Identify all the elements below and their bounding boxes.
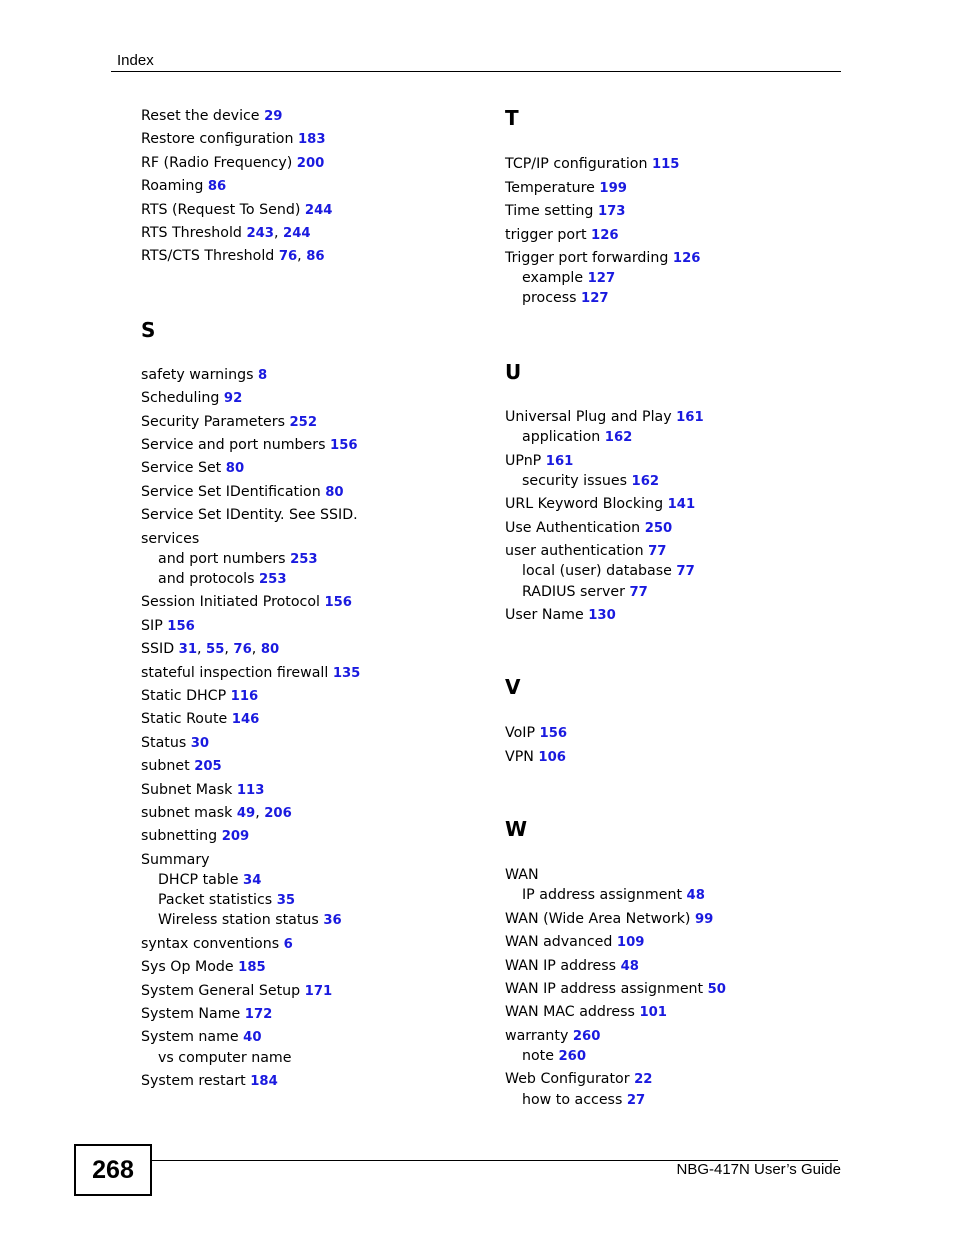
index-term: example xyxy=(522,270,584,286)
page-header-section: Index xyxy=(117,52,154,69)
index-entry xyxy=(141,389,242,408)
index-entry xyxy=(141,530,199,548)
page-reference-link[interactable]: 260 xyxy=(558,1049,587,1064)
page-reference-link[interactable]: 29 xyxy=(264,109,283,124)
index-term: VPN xyxy=(505,749,534,765)
index-term: Service Set IDentification xyxy=(141,484,321,500)
index-term: Web Configurator xyxy=(505,1071,630,1087)
index-term: warranty xyxy=(505,1028,569,1044)
index-entry xyxy=(505,519,672,538)
index-term: subnet xyxy=(141,758,190,774)
page-reference-link[interactable]: 86 xyxy=(306,249,325,264)
index-entry xyxy=(141,154,324,173)
index-term: syntax conventions xyxy=(141,936,280,952)
page-reference-link[interactable]: 27 xyxy=(626,1093,646,1108)
index-term: Restore configuration xyxy=(141,131,294,147)
page-reference-link[interactable]: 200 xyxy=(296,156,325,171)
page-reference-link[interactable]: 183 xyxy=(297,132,326,147)
index-term: RADIUS server xyxy=(522,584,625,600)
page-reference-link[interactable]: 171 xyxy=(304,984,333,999)
index-entry xyxy=(141,935,293,954)
page-reference-link[interactable]: 77 xyxy=(648,544,667,559)
page-reference-link[interactable]: 6 xyxy=(283,937,293,952)
index-entry xyxy=(141,366,267,385)
page-reference-link[interactable]: 76 xyxy=(278,249,298,264)
index-term: UPnP xyxy=(505,453,542,469)
index-term: Status xyxy=(141,735,187,751)
page-reference-link[interactable]: 156 xyxy=(324,595,352,610)
page-reference-link[interactable]: 161 xyxy=(676,410,704,425)
index-term: WAN advanced xyxy=(505,934,613,950)
header-rule xyxy=(111,71,841,72)
index-term: WAN IP address assignment xyxy=(505,981,704,997)
page-reference-link[interactable]: 49 xyxy=(236,806,256,821)
index-term: System General Setup xyxy=(141,983,301,999)
page-reference-link[interactable]: 127 xyxy=(581,291,609,306)
index-subentry xyxy=(158,911,342,930)
index-subentry xyxy=(522,269,615,288)
index-letter-heading: W xyxy=(505,817,528,841)
index-entry xyxy=(505,980,726,999)
index-entry xyxy=(505,1070,652,1089)
page-reference-link[interactable]: 185 xyxy=(238,960,266,975)
index-entry xyxy=(505,542,666,561)
index-term: subnetting xyxy=(141,828,218,844)
index-term: Universal Plug and Play xyxy=(505,409,672,425)
page-reference-link[interactable]: 48 xyxy=(686,888,705,903)
index-entry xyxy=(505,724,567,743)
index-entry xyxy=(141,130,326,149)
index-term: user authentication xyxy=(505,543,644,559)
index-entry xyxy=(505,408,704,427)
page-reference-link[interactable]: 172 xyxy=(244,1007,273,1022)
index-term: trigger port xyxy=(505,227,587,243)
index-entry xyxy=(141,851,210,869)
page-reference-link[interactable]: 113 xyxy=(236,783,265,798)
page-reference-link[interactable]: 40 xyxy=(243,1030,262,1045)
index-entry xyxy=(141,593,352,612)
index-term: Sys Op Mode xyxy=(141,959,234,975)
page-reference-link[interactable]: 250 xyxy=(644,521,673,536)
page-reference-link[interactable]: 116 xyxy=(230,689,259,704)
index-term: Reset the device xyxy=(141,108,260,124)
page-reference-link[interactable]: 184 xyxy=(250,1074,278,1089)
index-entry xyxy=(141,664,360,683)
page-reference-link[interactable]: 86 xyxy=(207,179,227,194)
index-entry xyxy=(141,710,259,729)
index-term: Temperature xyxy=(505,180,595,196)
index-term: System name xyxy=(141,1029,239,1045)
index-entry xyxy=(505,957,639,976)
index-term: User Name xyxy=(505,607,584,623)
index-term: DHCP table xyxy=(158,872,239,888)
index-letter-heading: T xyxy=(505,106,519,130)
page-reference-link[interactable]: 101 xyxy=(639,1005,667,1020)
page-reference-link[interactable]: 22 xyxy=(634,1072,653,1087)
page-reference-link[interactable]: 99 xyxy=(694,912,714,927)
page-reference-link[interactable]: 205 xyxy=(194,759,222,774)
page-reference-link[interactable]: 80 xyxy=(260,642,280,657)
page-reference-link[interactable]: 244 xyxy=(304,203,333,218)
index-term: RTS Threshold xyxy=(141,225,242,241)
index-term: services xyxy=(141,531,200,547)
index-term: WAN IP address xyxy=(505,958,617,974)
index-term: WAN MAC address xyxy=(505,1004,635,1020)
index-term: SSID xyxy=(141,641,175,657)
index-term: subnet mask xyxy=(141,805,233,821)
index-term: process xyxy=(522,290,577,306)
index-subentry xyxy=(158,570,287,589)
index-term: Subnet Mask xyxy=(141,782,233,798)
page-reference-link[interactable]: 106 xyxy=(538,750,566,765)
index-entry xyxy=(505,748,566,767)
page-reference-link[interactable]: 162 xyxy=(631,474,660,489)
page-reference-link[interactable]: 80 xyxy=(325,485,344,500)
index-subentry xyxy=(522,886,705,905)
page-reference-link[interactable]: 92 xyxy=(223,391,243,406)
index-entry xyxy=(141,781,264,800)
index-subentry xyxy=(522,583,648,602)
page-reference-link[interactable]: 34 xyxy=(243,873,262,888)
page-reference-link[interactable]: 55 xyxy=(206,642,225,657)
page-reference-link[interactable]: 244 xyxy=(283,226,311,241)
page-reference-link[interactable]: 243 xyxy=(246,226,274,241)
index-term: Trigger port forwarding xyxy=(505,250,669,266)
index-letter-heading: S xyxy=(141,318,156,342)
index-term: Use Authentication xyxy=(505,520,641,536)
page-reference-link[interactable]: 156 xyxy=(330,438,358,453)
index-entry xyxy=(505,866,539,884)
index-entry xyxy=(141,617,195,636)
index-subentry xyxy=(522,1047,586,1066)
index-term: Roaming xyxy=(141,178,204,194)
index-term: Scheduling xyxy=(141,390,220,406)
page-reference-link[interactable]: 146 xyxy=(231,712,260,727)
index-term: Wireless station status xyxy=(158,912,319,928)
index-term: Packet statistics xyxy=(158,892,273,908)
index-term: RF (Radio Frequency) xyxy=(141,155,293,171)
index-entry xyxy=(505,606,616,625)
index-term: vs computer name xyxy=(158,1050,292,1066)
page-reference-link[interactable]: 77 xyxy=(676,564,695,579)
index-entry xyxy=(141,483,344,502)
index-entry: SSID 31, 55, 76, 80 xyxy=(141,641,280,657)
index-entry xyxy=(141,1028,262,1047)
index-term: and protocols xyxy=(158,571,255,587)
index-term: note xyxy=(522,1048,554,1064)
index-term: WAN (Wide Area Network) xyxy=(505,911,691,927)
page-reference-link[interactable]: 252 xyxy=(289,415,318,430)
page-reference-link[interactable]: 253 xyxy=(258,572,287,587)
index-subentry xyxy=(158,871,261,890)
index-entry xyxy=(141,459,244,478)
index-entry xyxy=(505,179,627,198)
index-subentry xyxy=(158,550,318,569)
page-reference-link[interactable]: 76 xyxy=(233,642,252,657)
page-number: 268 xyxy=(74,1144,152,1196)
index-subentry xyxy=(522,289,609,308)
index-term: Summary xyxy=(141,852,210,868)
index-entry xyxy=(141,177,226,196)
page-reference-link[interactable]: 8 xyxy=(258,368,268,383)
page-reference-link[interactable]: 209 xyxy=(221,829,250,844)
index-term: safety warnings xyxy=(141,367,254,383)
index-entry xyxy=(141,1072,278,1091)
index-entry xyxy=(141,201,332,220)
index-subentry xyxy=(158,1049,291,1067)
index-entry xyxy=(141,413,317,432)
index-entry: RTS Threshold 243, 244 xyxy=(141,225,311,241)
index-entry xyxy=(141,757,222,776)
index-subentry xyxy=(522,428,632,447)
index-entry xyxy=(141,1005,272,1024)
index-term: security issues xyxy=(522,473,627,489)
page-reference-link[interactable]: 130 xyxy=(588,608,616,623)
index-term: System Name xyxy=(141,1006,241,1022)
index-subentry xyxy=(522,562,695,581)
index-term: how to access xyxy=(522,1092,623,1108)
page-reference-link[interactable]: 260 xyxy=(572,1029,601,1044)
page-reference-link[interactable]: 35 xyxy=(276,893,296,908)
index-subentry xyxy=(158,891,295,910)
page-reference-link[interactable]: 206 xyxy=(264,806,292,821)
index-term: Service Set IDentity. See SSID. xyxy=(141,507,358,523)
index-letter-heading: V xyxy=(505,675,521,699)
index-term: and port numbers xyxy=(158,551,286,567)
index-entry xyxy=(505,910,713,929)
index-entry xyxy=(505,155,679,174)
page-reference-link[interactable]: 199 xyxy=(599,181,627,196)
page-reference-link[interactable]: 115 xyxy=(651,157,680,172)
page-reference-link[interactable]: 161 xyxy=(545,454,574,469)
index-entry xyxy=(505,249,700,268)
index-entry xyxy=(505,452,573,471)
index-entry xyxy=(505,1027,600,1046)
page-reference-link[interactable]: 141 xyxy=(667,497,696,512)
index-term: Security Parameters xyxy=(141,414,285,430)
index-entry xyxy=(141,827,249,846)
page-reference-link[interactable]: 36 xyxy=(323,913,342,928)
index-entry xyxy=(141,958,266,977)
index-term: stateful inspection firewall xyxy=(141,665,329,681)
index-term: local (user) database xyxy=(522,563,672,579)
index-entry xyxy=(505,226,619,245)
page-reference-link[interactable]: 173 xyxy=(597,204,626,219)
page-reference-link[interactable]: 80 xyxy=(225,461,245,476)
index-term: RTS/CTS Threshold xyxy=(141,248,275,264)
index-entry: subnet mask 49, 206 xyxy=(141,805,292,821)
index-entry xyxy=(505,1003,667,1022)
index-letter-heading: U xyxy=(505,360,522,384)
index-entry xyxy=(141,107,282,126)
index-entry xyxy=(141,436,358,455)
index-term: Service Set xyxy=(141,460,222,476)
page-reference-link[interactable]: 156 xyxy=(167,619,195,634)
index-term: VoIP xyxy=(505,725,536,741)
page-reference-link[interactable]: 162 xyxy=(604,430,633,445)
page-reference-link[interactable]: 109 xyxy=(616,935,645,950)
index-subentry xyxy=(522,472,659,491)
page-reference-link[interactable]: 156 xyxy=(539,726,568,741)
page-reference-link[interactable]: 77 xyxy=(629,585,648,600)
page-reference-link[interactable]: 253 xyxy=(290,552,318,567)
index-term: Static Route xyxy=(141,711,228,727)
index-term: Static DHCP xyxy=(141,688,227,704)
index-entry xyxy=(141,982,332,1001)
page-reference-link[interactable]: 127 xyxy=(587,271,616,286)
page-reference-link[interactable]: 31 xyxy=(178,642,197,657)
index-entry xyxy=(141,734,209,753)
index-term: URL Keyword Blocking xyxy=(505,496,664,512)
guide-title: NBG-417N User’s Guide xyxy=(676,1161,841,1178)
index-term: RTS (Request To Send) xyxy=(141,202,301,218)
page-reference-link[interactable]: 48 xyxy=(620,959,639,974)
index-entry xyxy=(505,933,644,952)
page-reference-link[interactable]: 135 xyxy=(332,666,361,681)
index-term: System restart xyxy=(141,1073,246,1089)
page-reference-link[interactable]: 50 xyxy=(707,982,726,997)
index-term: Service and port numbers xyxy=(141,437,326,453)
index-term: application xyxy=(522,429,601,445)
index-term: Time setting xyxy=(505,203,594,219)
page-reference-link[interactable]: 126 xyxy=(672,251,701,266)
page-reference-link[interactable]: 126 xyxy=(591,228,619,243)
index-entry xyxy=(505,202,625,221)
index-entry xyxy=(141,506,358,524)
index-subentry xyxy=(522,1091,645,1110)
page-reference-link[interactable]: 30 xyxy=(190,736,210,751)
index-entry: RTS/CTS Threshold 76, 86 xyxy=(141,248,325,264)
index-entry xyxy=(141,687,258,706)
index-entry xyxy=(505,495,695,514)
index-term: Session Initiated Protocol xyxy=(141,594,320,610)
index-term: WAN xyxy=(505,867,539,883)
index-term: IP address assignment xyxy=(522,887,683,903)
index-term: SIP xyxy=(141,618,163,634)
index-term: TCP/IP configuration xyxy=(505,156,648,172)
